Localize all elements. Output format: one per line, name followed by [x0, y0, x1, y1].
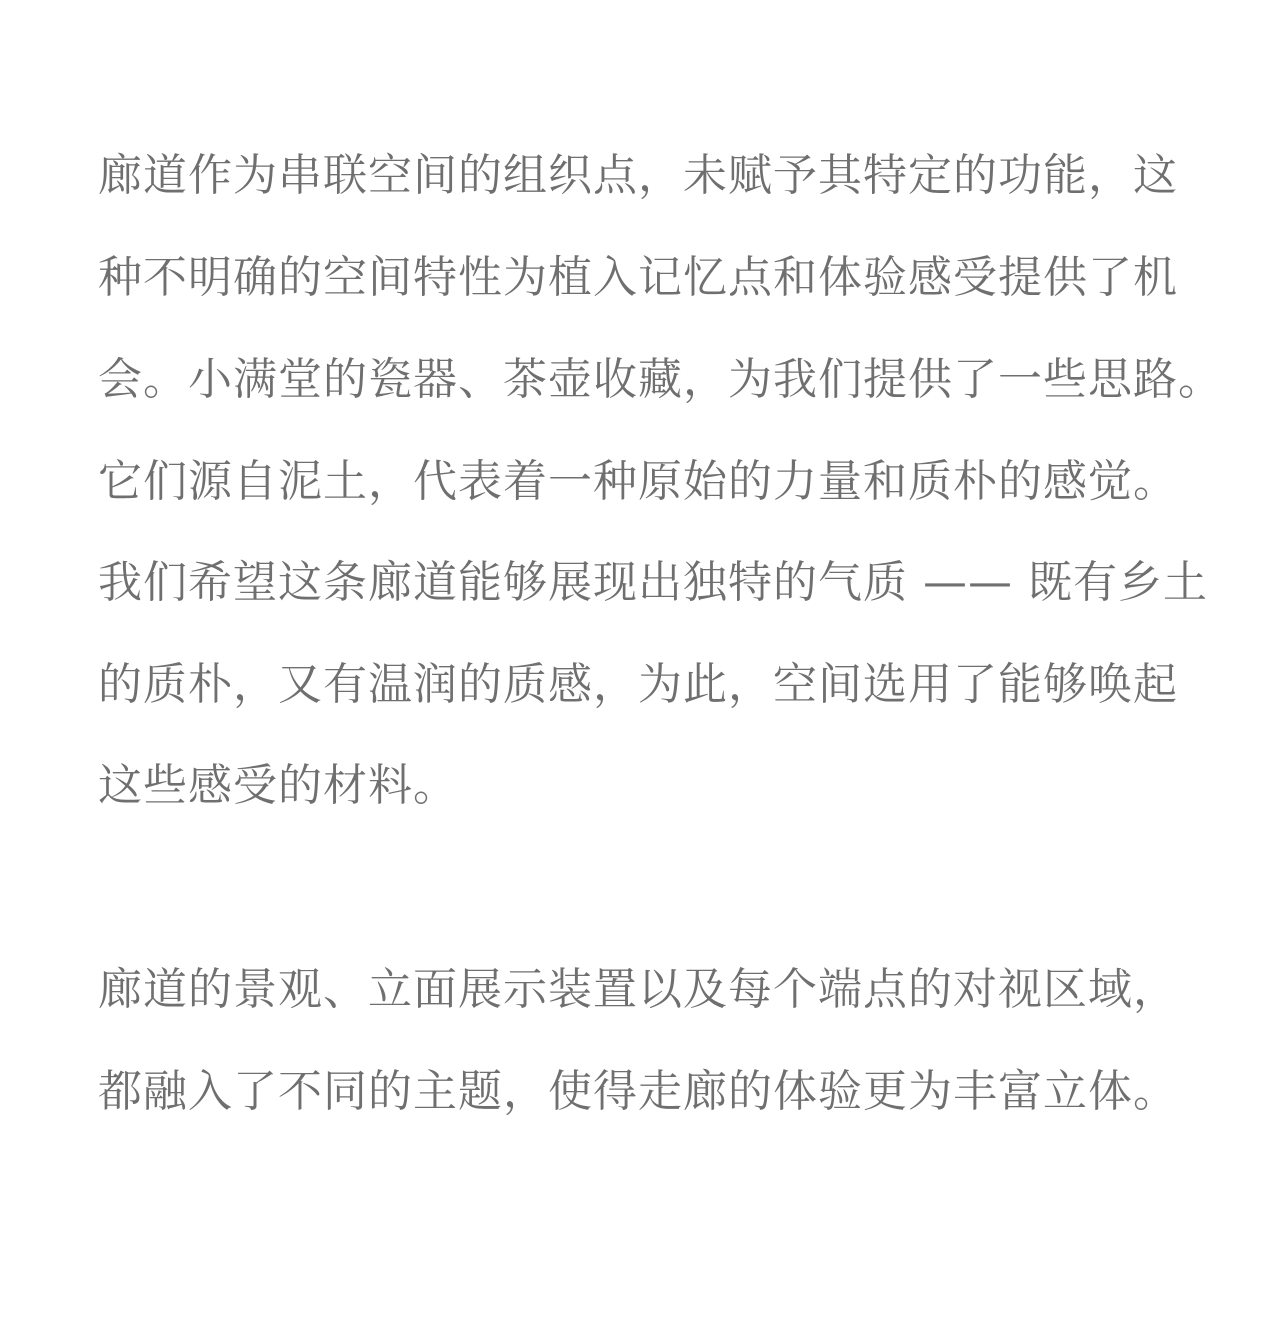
text-line: 这些感受的材料。: [98, 760, 458, 811]
text-line: 都融入了不同的主题，使得走廊的体验更为丰富立体。: [98, 1066, 1178, 1117]
text-line: 廊道的景观、立面展示装置以及每个端点的对视区域，: [98, 964, 1178, 1015]
text-line: 它们源自泥土，代表着一种原始的力量和质朴的感觉。: [98, 456, 1178, 507]
text-line: 廊道作为串联空间的组织点，未赋予其特定的功能，这: [98, 150, 1178, 201]
text-line: 我们希望这条廊道能够展现出独特的气质 —— 既有乡土: [98, 557, 1208, 608]
text-line: 会。小满堂的瓷器、茶壶收藏，为我们提供了一些思路。: [98, 354, 1223, 405]
text-line: 的质朴，又有温润的质感，为此，空间选用了能够唤起: [98, 659, 1178, 710]
text-line: 种不明确的空间特性为植入记忆点和体验感受提供了机: [98, 252, 1178, 303]
